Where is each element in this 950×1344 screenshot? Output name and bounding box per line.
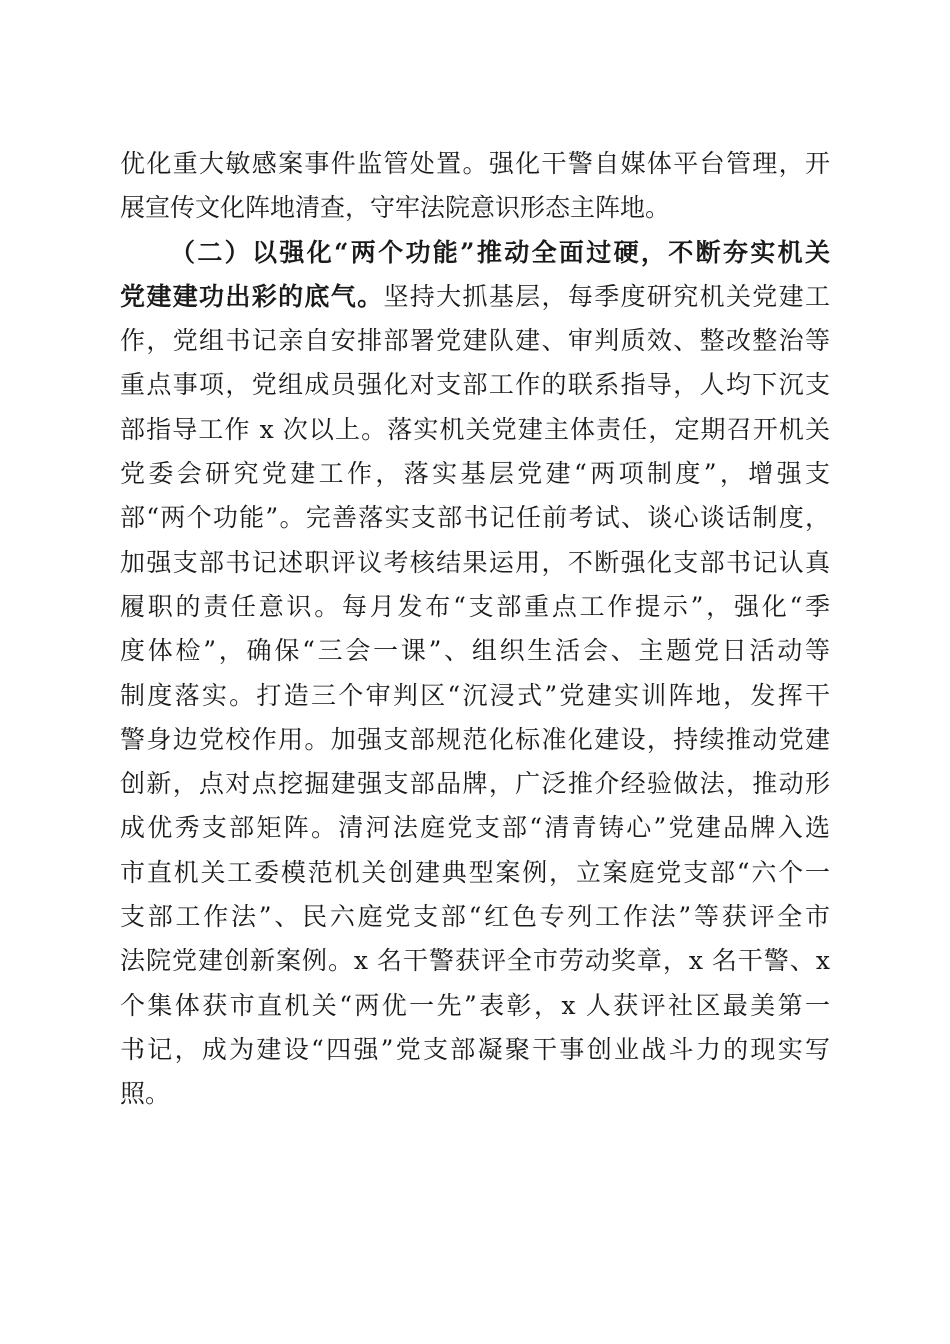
text-line: 优化重大敏感案事件监管处置。强化干警自媒体平台管理，开 xyxy=(120,149,830,178)
text-line: 党委会研究党建工作，落实基层党建“两项制度”，增强支 xyxy=(120,459,830,489)
text-line: 法院党建创新案例。x 名干警获评全市劳动奖章，x 名干警、x xyxy=(120,946,830,976)
section-heading: （二）以强化“两个功能”推动全面过硬，不断夯实机关 xyxy=(170,237,830,267)
text-line: 部指导工作 x 次以上。落实机关党建主体责任，定期召开机关 xyxy=(120,414,830,444)
text-line: 作，党组书记亲自安排部署党建队建、审判质效、整改整治等 xyxy=(120,326,830,356)
text-line: 加强支部书记述职评议考核结果运用，不断强化支部书记认真 xyxy=(120,547,830,577)
text-line: 度体检”，确保“三会一课”、组织生活会、主题党日活动等 xyxy=(120,636,830,666)
text-line: 制度落实。打造三个审判区“沉浸式”党建实训阵地，发挥干 xyxy=(120,680,830,710)
text-line: 展宣传文化阵地清查，守牢法院意识形态主阵地。 xyxy=(120,193,671,223)
text-line: 创新，点对点挖掘建强支部品牌，广泛推介经验做法，推动形 xyxy=(120,769,830,799)
text-line: 成优秀支部矩阵。清河法庭党支部“清青铸心”党建品牌入选 xyxy=(120,813,830,843)
text-line: 部“两个功能”。完善落实支部书记任前考试、谈心谈话制度， xyxy=(120,503,830,533)
text-fragment: 坚持大抓基层，每季度研究机关党建工 xyxy=(383,281,830,311)
text-line: 个集体获市直机关“两优一先”表彰，x 人获评社区最美第一 xyxy=(120,990,830,1020)
text-line: 市直机关工委模范机关创建典型案例，立案庭党支部“六个一 xyxy=(120,857,830,887)
text-line-mixed xyxy=(120,275,830,319)
text-line: 重点事项，党组成员强化对支部工作的联系指导，人均下沉支 xyxy=(120,370,830,400)
body-text xyxy=(120,142,830,1117)
text-line: 书记，成为建设“四强”党支部凝聚干事创业战斗力的现实写 xyxy=(120,1034,830,1064)
text-line: 履职的责任意识。每月发布“支部重点工作提示”，强化“季 xyxy=(120,591,830,621)
text-line: 照。 xyxy=(120,1079,171,1109)
text-line: 支部工作法”、民六庭党支部“红色专列工作法”等获评全市 xyxy=(120,902,830,932)
text-line: 警身边党校作用。加强支部规范化标准化建设，持续推动党建 xyxy=(120,724,830,754)
section-heading-continued: 党建建功出彩的底气。 xyxy=(120,281,384,311)
